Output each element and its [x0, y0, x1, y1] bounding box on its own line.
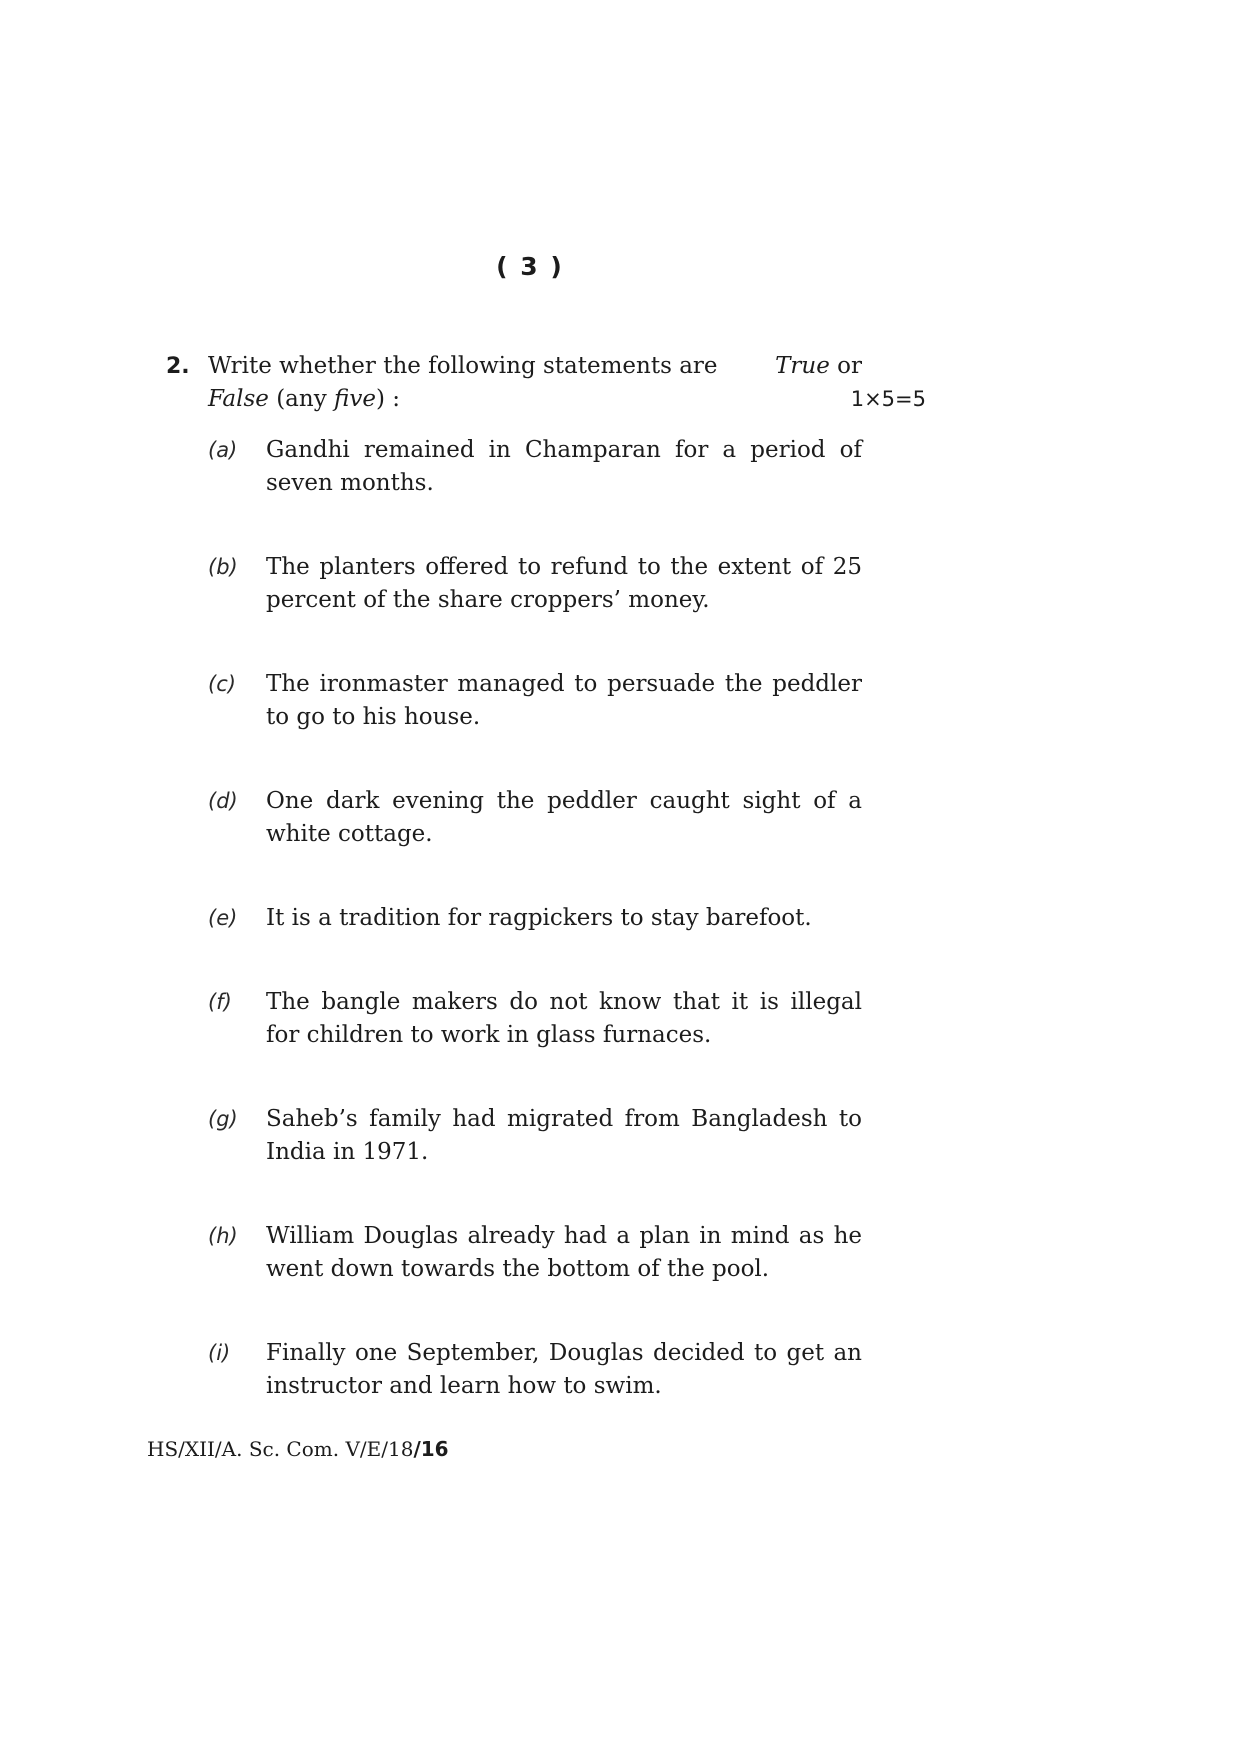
- any-open: (any: [276, 386, 327, 412]
- statement-item: [208, 986, 926, 1052]
- question-number: 2.: [166, 354, 190, 379]
- question-2: [166, 350, 926, 1454]
- statement-label: (e): [208, 906, 238, 930]
- instruction-text: Write whether the following statements are: [208, 353, 718, 379]
- any-close: ) :: [375, 386, 401, 412]
- statement-item: [208, 434, 926, 500]
- statement-label: (b): [208, 555, 238, 579]
- statement-item: [208, 902, 926, 935]
- statement-label: (d): [208, 789, 238, 813]
- true-word: True: [775, 353, 830, 379]
- statement-item: [208, 1337, 926, 1403]
- statement-text: William Douglas already had a plan in mind as he went down towards the bottom of the pool.: [266, 1223, 862, 1282]
- statement-text: The planters offered to refund to the extent of 25 percent of the share croppers’ money.: [266, 554, 862, 613]
- statement-item: [208, 785, 926, 851]
- statement-label: (g): [208, 1107, 238, 1131]
- statement-text: Gandhi remained in Champaran for a period of seven months.: [266, 437, 862, 496]
- statement-text: It is a tradition for ragpickers to stay barefoot.: [266, 905, 812, 931]
- paper-code-footer: [147, 1437, 449, 1461]
- statement-text: Finally one September, Douglas decided to get an instructor and learn how to swim.: [266, 1340, 862, 1399]
- statement-item: [208, 1220, 926, 1286]
- statement-item: [208, 668, 926, 734]
- false-word: False: [208, 386, 269, 412]
- statement-label: (a): [208, 438, 238, 462]
- statement-text: The bangle makers do not know that it is illegal for children to work in glass furnaces.: [266, 989, 862, 1048]
- statement-text: The ironmaster managed to persuade the peddler to go to his house.: [266, 671, 862, 730]
- statement-list: [166, 434, 926, 1403]
- statement-label: (h): [208, 1224, 238, 1248]
- statement-item: [208, 1103, 926, 1169]
- paper-code: HS/XII/A. Sc. Com. V/E/18: [147, 1437, 414, 1461]
- statement-label: (c): [208, 672, 236, 696]
- statement-item: [208, 551, 926, 617]
- or-word: or: [837, 353, 862, 379]
- statement-text: Saheb’s family had migrated from Bangladesh to India in 1971.: [266, 1106, 862, 1165]
- page-number: ( 3 ): [496, 252, 564, 281]
- statement-label: (i): [208, 1341, 231, 1365]
- paper-code-suffix: /16: [413, 1437, 449, 1461]
- statement-label: (f): [208, 990, 232, 1014]
- marks-allocation: 1×5=5: [850, 387, 926, 411]
- statement-text: One dark evening the peddler caught sight of a white cottage.: [266, 788, 862, 847]
- question-instruction: [208, 350, 926, 416]
- question-header: [166, 350, 926, 416]
- five-word: five: [334, 386, 376, 412]
